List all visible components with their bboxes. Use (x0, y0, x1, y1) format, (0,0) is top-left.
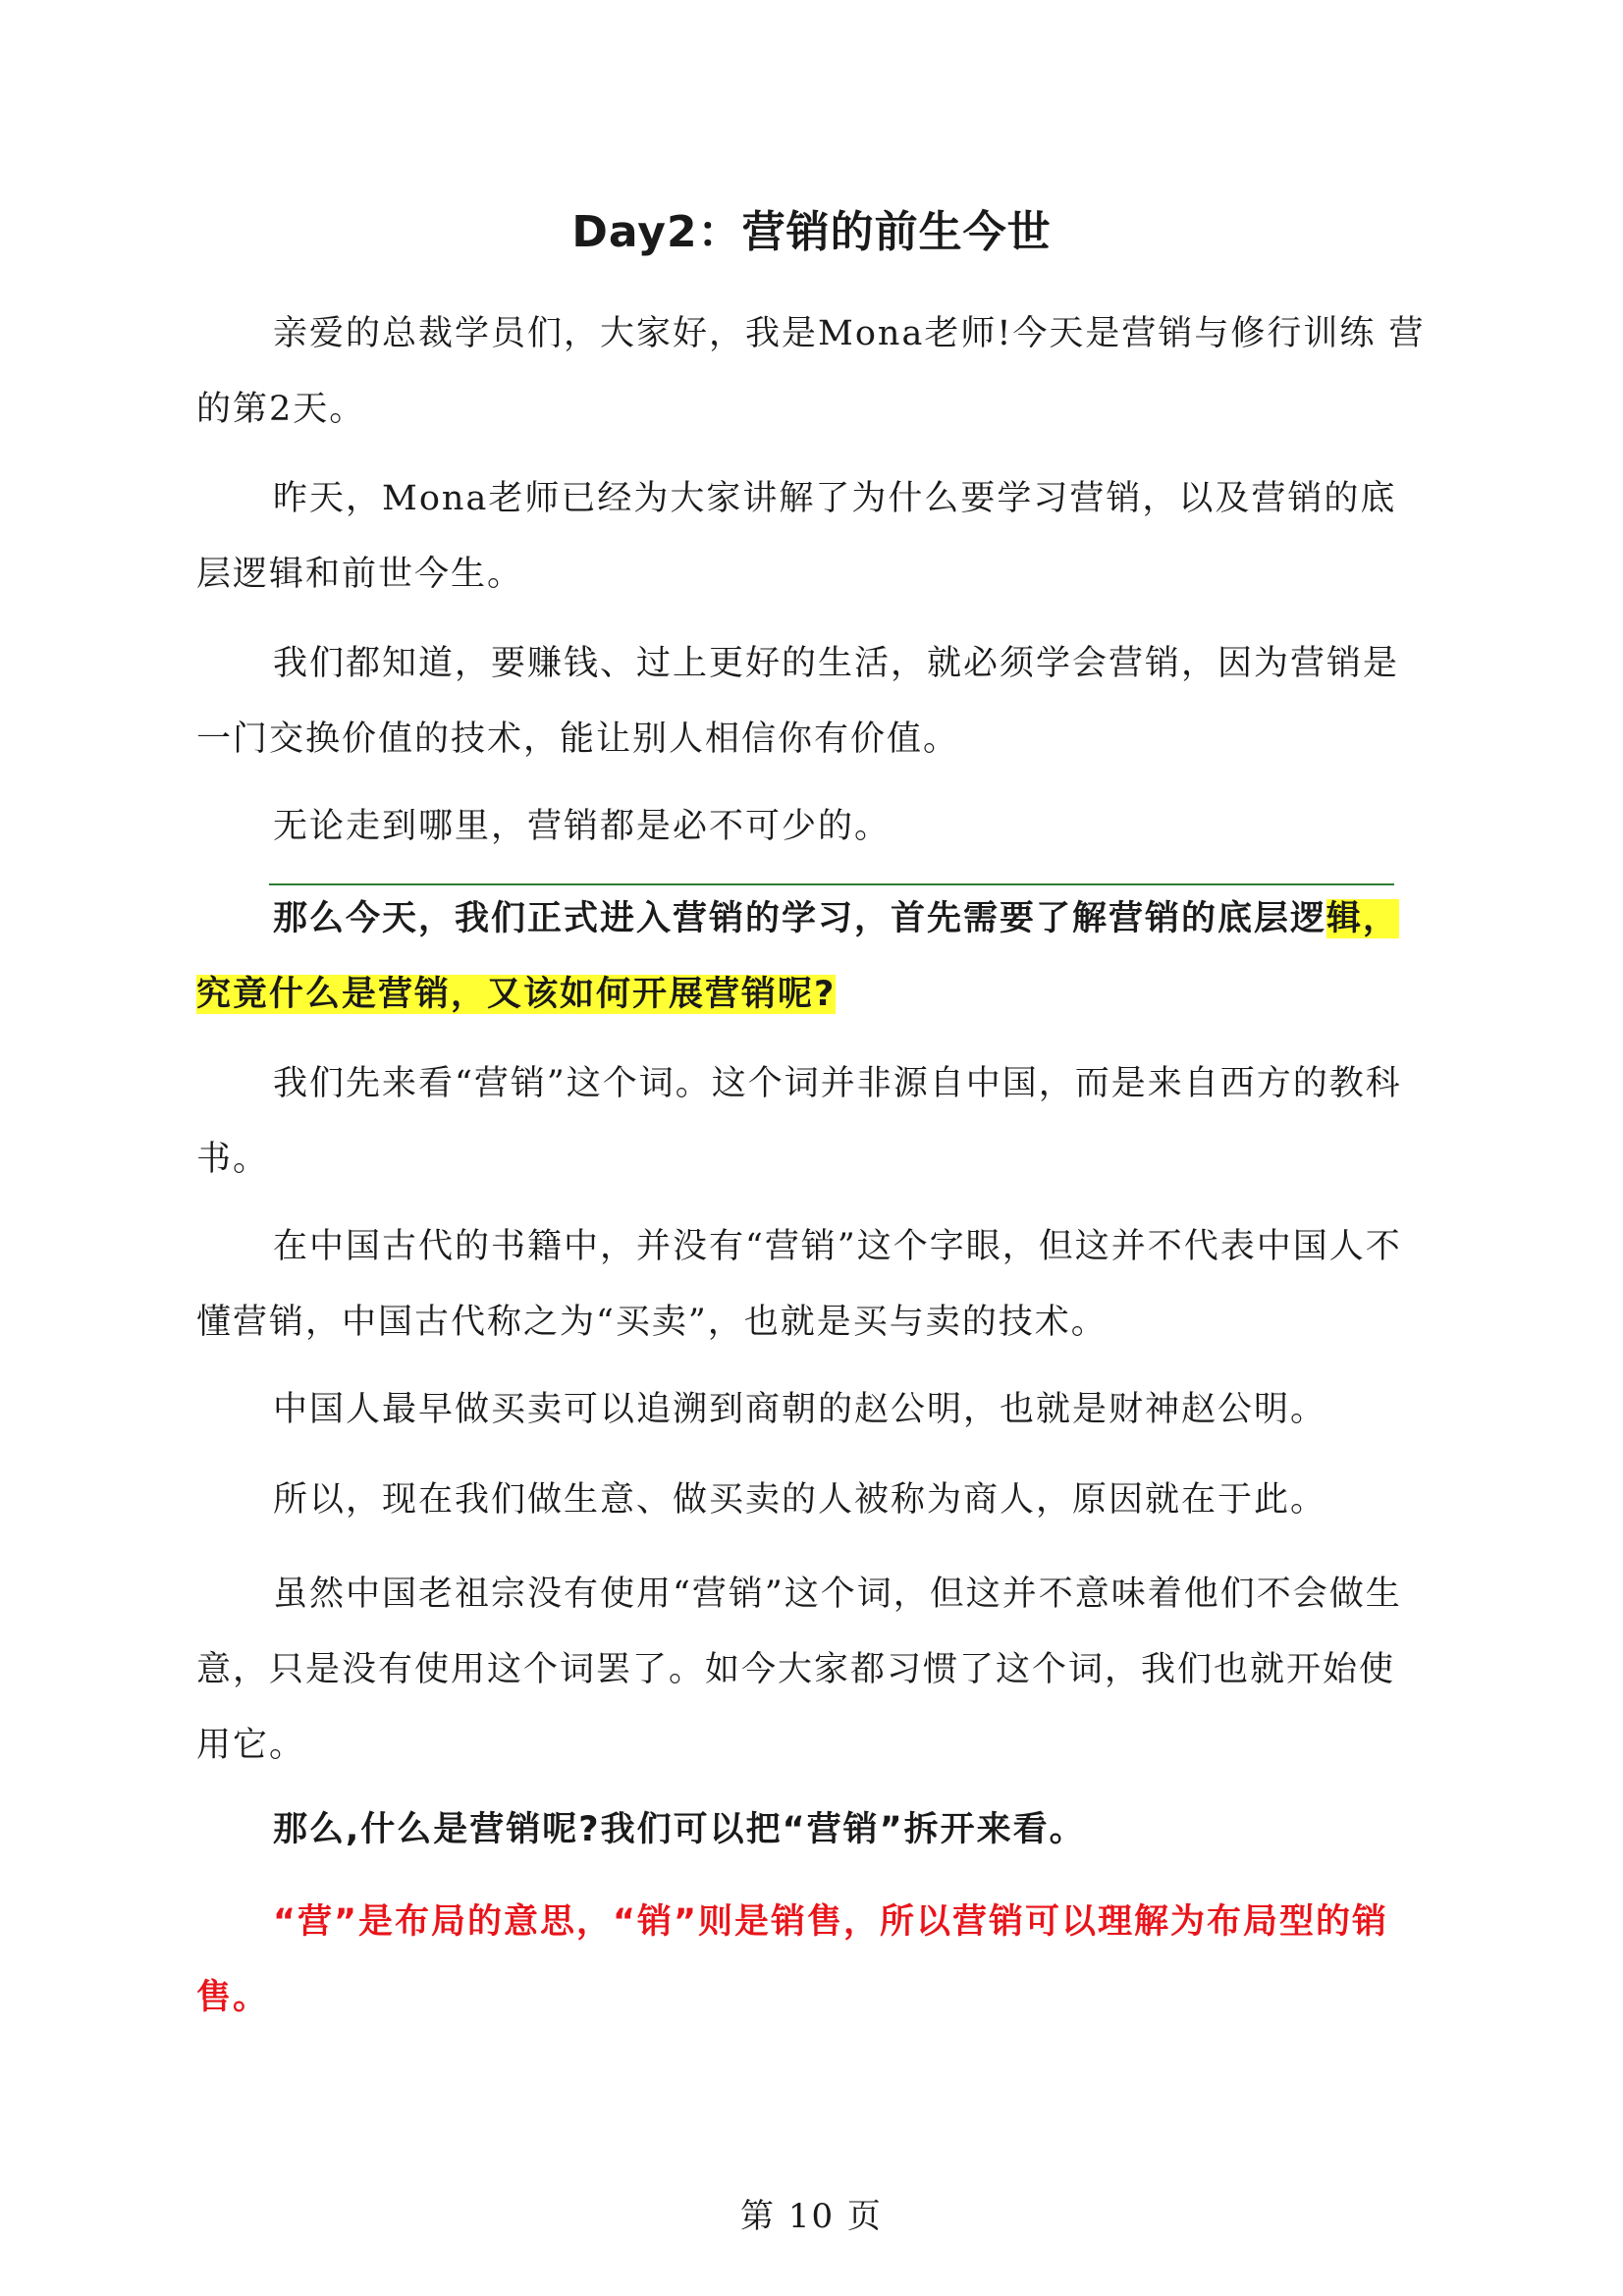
paragraph-merchants: 所以，现在我们做生意、做买卖的人被称为商人，原因就在于此。 (273, 1480, 1327, 1520)
paragraph-zhao-gongming: 中国人最早做买卖可以追溯到商朝的赵公明，也就是财神赵公明。 (273, 1390, 1327, 1429)
paragraph-greeting: 亲爱的总裁学员们，大家好，我是Mona老师!今天是营销与修行训练 营的第2天。 (196, 314, 1426, 429)
paragraph-today-intro (196, 881, 1427, 1033)
paragraph-definition: “营”是布局的意思，“销”则是销售，所以营销可以理解为布局型的销售。 (196, 1902, 1389, 2017)
paragraph-everywhere: 无论走到哪里，营销都是必不可少的。 (273, 807, 892, 846)
paragraph-word-origin: 我们先来看“营销”这个词。这个词并非源自中国，而是来自西方的教科书。 (196, 1064, 1402, 1179)
paragraph-ancestors: 虽然中国老祖宗没有使用“营销”这个词，但这并不意味着他们不会做生意，只是没有使用这个词罢了。如今大家都习惯了这个词，我们也就开始使用它。 (196, 1575, 1402, 1765)
paragraph-ancient-china: 在中国古代的书籍中，并没有“营销”这个字眼，但这并不代表中国人不懂营销，中国古代称之为“买卖”，也就是买与卖的技术。 (196, 1227, 1402, 1342)
today-intro-line1: 那么今天，我们正式进入营销的学习，首先需要了解营销的底层逻 (273, 899, 1327, 938)
paragraph-why-marketing: 我们都知道，要赚钱、过上更好的生活，就必须学会营销，因为营销是一门交换价值的技术，能让别人相信你有价值。 (196, 644, 1400, 759)
highlighted-question: 辑，究竟什么是营销，又该如何开展营销呢? (196, 899, 1400, 1014)
page-number: 第 10 页 (740, 2197, 883, 2236)
paragraph-what-is-marketing: 那么,什么是营销呢?我们可以把“营销”拆开来看。 (273, 1810, 1086, 1849)
paragraph-yesterday: 昨天，Mona老师已经为大家讲解了为什么要学习营销，以及营销的底层逻辑和前世今生。 (196, 479, 1397, 594)
page-title: Day2：营销的前生今世 (571, 207, 1052, 257)
